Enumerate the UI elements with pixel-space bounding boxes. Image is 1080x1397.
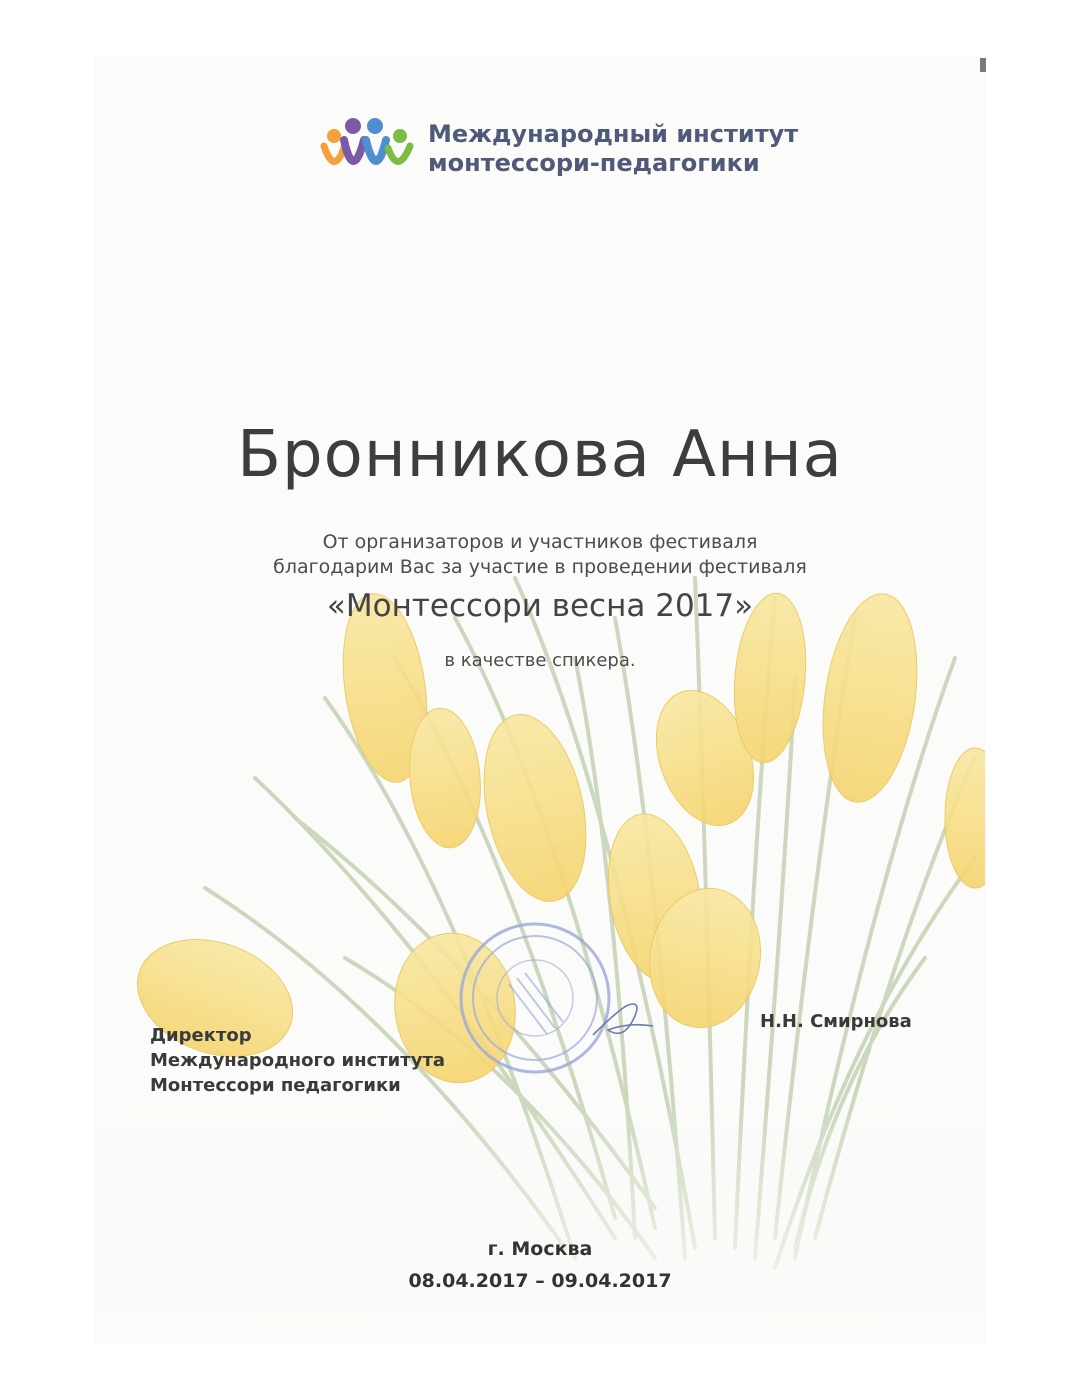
thanks-line2: благодарим Вас за участие в проведении фестиваля (273, 556, 807, 578)
festival-title: «Монтессори весна 2017» (326, 588, 754, 624)
festival-dates: 08.04.2017 – 09.04.2017 (408, 1270, 672, 1292)
institute-name (428, 120, 798, 178)
signatory-name: Н.Н. Смирнова (760, 1011, 912, 1032)
director-title-line1: Директор (150, 1025, 252, 1046)
director-title (150, 1023, 445, 1098)
scan-edge-mark (980, 58, 986, 72)
institute-logo (320, 116, 799, 186)
institute-name-line2: монтессори-педагогики (428, 149, 760, 177)
recipient-name: Бронникова Анна (237, 418, 843, 492)
director-title-line3: Монтессори педагогики (150, 1075, 401, 1096)
crocus-illustration (95, 58, 985, 1343)
thanks-text (0, 530, 1080, 580)
city: г. Москва (487, 1238, 593, 1260)
participation-role: в качестве спикера. (444, 650, 636, 671)
certificate-page (95, 58, 985, 1343)
director-title-line2: Международного института (150, 1050, 446, 1071)
thanks-line1: От организаторов и участников фестиваля (322, 531, 758, 553)
people-figures-logo-icon (320, 116, 415, 186)
handwritten-signature-icon (588, 990, 658, 1050)
institute-name-line1: Международный институт (428, 120, 799, 148)
